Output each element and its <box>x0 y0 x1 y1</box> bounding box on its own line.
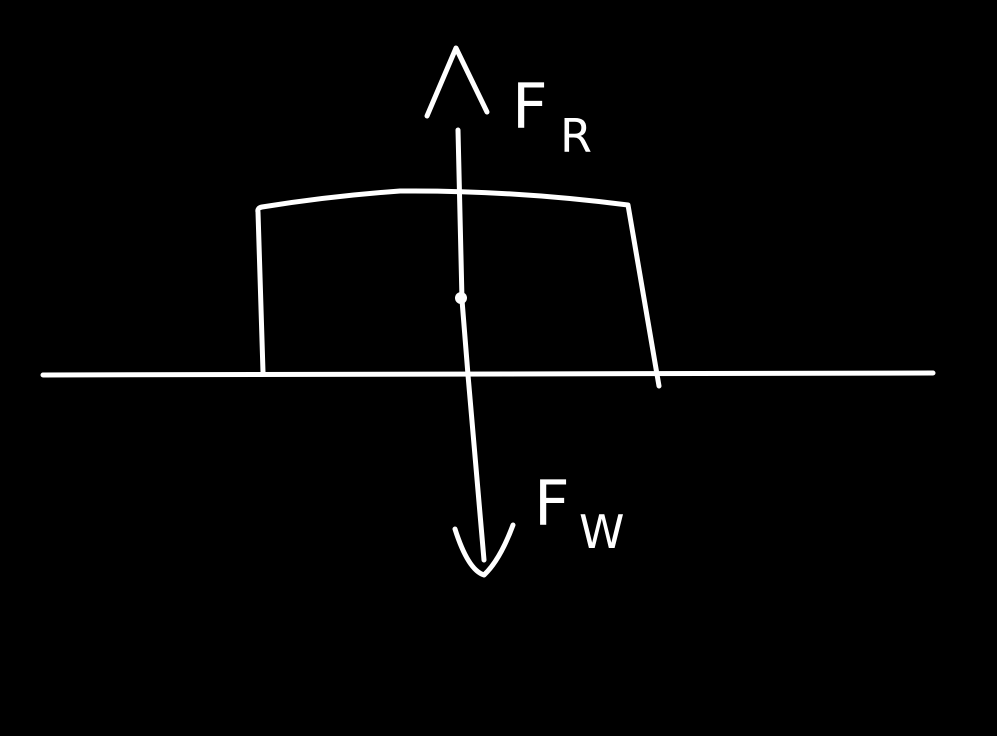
reaction-force-subscript: R <box>560 109 592 163</box>
center-of-mass-dot <box>455 292 467 304</box>
weight-force-symbol: F <box>534 467 570 540</box>
ground-line <box>43 373 933 375</box>
reaction-arrow-head <box>427 48 487 116</box>
reaction-force-symbol: F <box>512 70 548 143</box>
weight-force-label <box>534 467 624 559</box>
reaction-force-label <box>512 70 592 163</box>
weight-force-subscript: W <box>579 505 625 559</box>
